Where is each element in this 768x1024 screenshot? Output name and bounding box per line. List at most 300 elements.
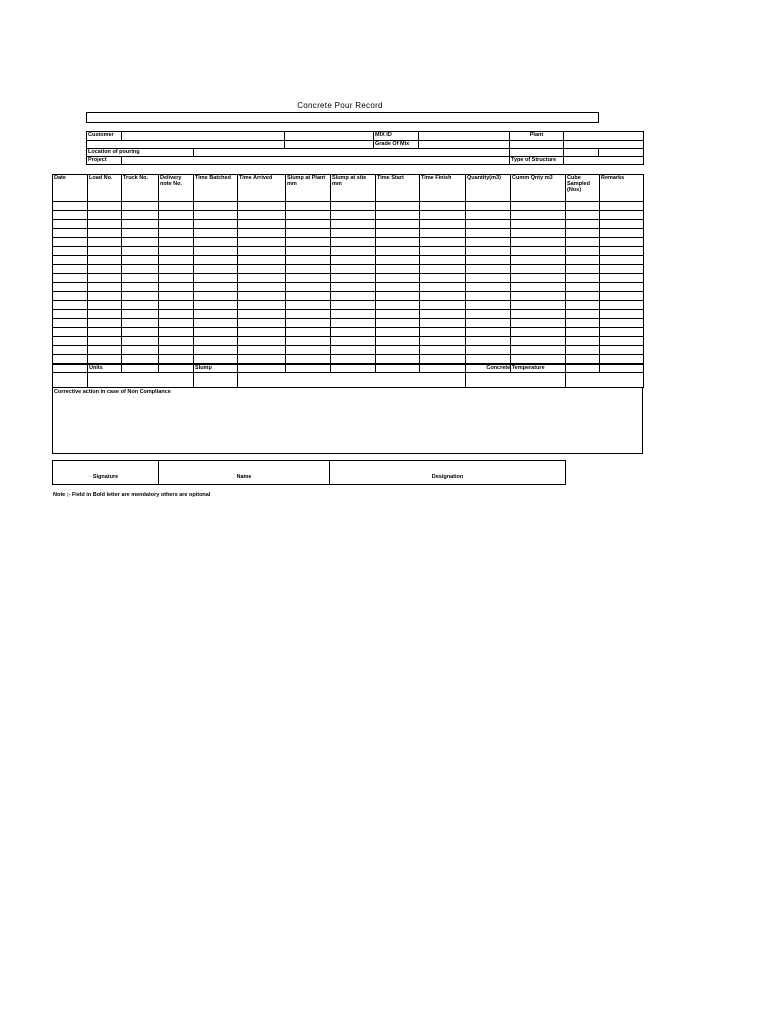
table-cell[interactable] (600, 283, 644, 292)
table-cell[interactable] (600, 256, 644, 265)
table-cell[interactable] (331, 337, 376, 346)
table-cell[interactable] (566, 247, 600, 256)
table-cell[interactable] (159, 319, 194, 328)
table-cell[interactable] (600, 247, 644, 256)
table-cell[interactable] (331, 346, 376, 355)
header-time-arrived: Time Arrived (238, 175, 286, 202)
table-cell[interactable] (238, 274, 286, 283)
table-cell[interactable] (88, 265, 122, 274)
table-row (53, 310, 644, 319)
table-cell[interactable] (159, 310, 194, 319)
table-cell[interactable] (376, 310, 420, 319)
table-cell[interactable] (238, 301, 286, 310)
summary-table (52, 364, 644, 388)
table-cell[interactable] (466, 319, 511, 328)
table-cell[interactable] (238, 283, 286, 292)
table-cell[interactable] (159, 202, 194, 211)
table-cell[interactable] (600, 346, 644, 355)
table-cell[interactable] (286, 337, 331, 346)
table-cell[interactable] (286, 202, 331, 211)
table-cell[interactable] (238, 319, 286, 328)
table-cell[interactable] (511, 256, 566, 265)
table-cell[interactable] (511, 292, 566, 301)
page-title: Concrete Pour Record (297, 101, 383, 110)
table-cell[interactable] (420, 202, 466, 211)
table-cell[interactable] (420, 211, 466, 220)
table-cell[interactable] (88, 238, 122, 247)
table-cell[interactable] (53, 319, 88, 328)
table-cell[interactable] (122, 346, 159, 355)
table-cell[interactable] (53, 202, 88, 211)
table-row (53, 220, 644, 229)
table-cell[interactable] (159, 238, 194, 247)
table-cell[interactable] (286, 256, 331, 265)
table-cell[interactable] (566, 229, 600, 238)
table-cell[interactable] (53, 220, 88, 229)
table-cell[interactable] (566, 274, 600, 283)
table-cell[interactable] (566, 319, 600, 328)
table-cell[interactable] (159, 220, 194, 229)
table-cell[interactable] (194, 220, 238, 229)
table-cell[interactable] (88, 328, 122, 337)
table-cell[interactable] (566, 211, 600, 220)
table-row (53, 211, 644, 220)
header-slump-site: Slump at site mm (331, 175, 376, 202)
table-cell[interactable] (466, 355, 511, 364)
grade-label: Grade Of Mix (374, 141, 419, 149)
table-row (53, 292, 644, 301)
table-cell[interactable] (286, 220, 331, 229)
table-cell[interactable] (194, 292, 238, 301)
customer-field[interactable] (122, 132, 285, 141)
table-cell[interactable] (420, 355, 466, 364)
mix-id-field[interactable] (419, 132, 510, 141)
table-cell[interactable] (159, 301, 194, 310)
table-cell[interactable] (122, 220, 159, 229)
table-cell[interactable] (88, 310, 122, 319)
table-cell[interactable] (376, 220, 420, 229)
table-cell[interactable] (286, 283, 331, 292)
table-cell[interactable] (53, 283, 88, 292)
table-cell[interactable] (420, 328, 466, 337)
table-cell[interactable] (566, 283, 600, 292)
table-cell[interactable] (159, 274, 194, 283)
table-cell[interactable] (122, 283, 159, 292)
table-cell[interactable] (194, 202, 238, 211)
table-cell[interactable] (420, 319, 466, 328)
corrective-action-box[interactable] (52, 387, 643, 454)
table-cell[interactable] (511, 211, 566, 220)
table-cell[interactable] (53, 337, 88, 346)
table-cell[interactable] (566, 265, 600, 274)
table-cell[interactable] (376, 355, 420, 364)
table-row (53, 283, 644, 292)
table-cell[interactable] (194, 229, 238, 238)
table-cell[interactable] (376, 283, 420, 292)
table-cell[interactable] (466, 283, 511, 292)
table-cell[interactable] (88, 301, 122, 310)
table-cell[interactable] (566, 310, 600, 319)
table-cell[interactable] (511, 346, 566, 355)
table-cell[interactable] (466, 301, 511, 310)
table-cell[interactable] (511, 238, 566, 247)
table-cell[interactable] (194, 256, 238, 265)
table-cell[interactable] (420, 256, 466, 265)
table-cell[interactable] (159, 265, 194, 274)
table-cell[interactable] (194, 310, 238, 319)
table-cell[interactable] (376, 211, 420, 220)
table-cell[interactable] (88, 346, 122, 355)
table-cell[interactable] (159, 211, 194, 220)
table-cell[interactable] (194, 238, 238, 247)
table-cell[interactable] (122, 301, 159, 310)
table-cell[interactable] (600, 301, 644, 310)
table-cell[interactable] (376, 346, 420, 355)
table-cell[interactable] (122, 319, 159, 328)
table-cell[interactable] (331, 328, 376, 337)
table-cell[interactable] (88, 247, 122, 256)
plant-label: Plant (510, 132, 564, 141)
table-cell[interactable] (286, 274, 331, 283)
table-cell[interactable] (194, 265, 238, 274)
table-cell[interactable] (286, 292, 331, 301)
table-cell[interactable] (286, 247, 331, 256)
info-table (86, 131, 644, 165)
table-cell[interactable] (566, 346, 600, 355)
table-cell[interactable] (194, 319, 238, 328)
table-cell[interactable] (420, 346, 466, 355)
table-cell[interactable] (566, 337, 600, 346)
table-cell[interactable] (88, 355, 122, 364)
table-cell[interactable] (88, 337, 122, 346)
table-cell[interactable] (600, 229, 644, 238)
table-cell[interactable] (466, 265, 511, 274)
project-field[interactable] (122, 157, 510, 165)
table-cell[interactable] (331, 274, 376, 283)
table-cell[interactable] (511, 337, 566, 346)
table-cell[interactable] (511, 310, 566, 319)
table-cell[interactable] (600, 355, 644, 364)
table-cell[interactable] (376, 202, 420, 211)
table-cell[interactable] (331, 229, 376, 238)
table-cell[interactable] (194, 346, 238, 355)
blank-cell[interactable] (564, 149, 599, 157)
table-cell[interactable] (88, 211, 122, 220)
table-cell[interactable] (420, 229, 466, 238)
blank-cell[interactable] (285, 141, 374, 149)
table-cell[interactable] (53, 238, 88, 247)
table-cell[interactable] (122, 310, 159, 319)
table-cell[interactable] (53, 247, 88, 256)
table-row (53, 346, 644, 355)
table-cell[interactable] (238, 328, 286, 337)
header-cube-sampled: Cube Sampled (Nos) (566, 175, 600, 202)
table-cell[interactable] (600, 211, 644, 220)
table-cell[interactable] (466, 337, 511, 346)
table-cell[interactable] (53, 265, 88, 274)
table-cell[interactable] (88, 256, 122, 265)
table-cell[interactable] (122, 337, 159, 346)
table-cell[interactable] (420, 301, 466, 310)
name-label[interactable]: Name (159, 461, 330, 485)
table-cell[interactable] (238, 292, 286, 301)
table-cell[interactable] (566, 328, 600, 337)
table-cell[interactable] (331, 265, 376, 274)
table-cell[interactable] (88, 283, 122, 292)
table-cell[interactable] (286, 310, 331, 319)
table-cell[interactable] (420, 238, 466, 247)
table-cell[interactable] (238, 238, 286, 247)
table-cell[interactable] (466, 202, 511, 211)
table-cell[interactable] (566, 220, 600, 229)
table-cell[interactable] (53, 346, 88, 355)
table-cell[interactable] (566, 292, 600, 301)
table-cell[interactable] (466, 328, 511, 337)
table-cell[interactable] (420, 220, 466, 229)
table-cell[interactable] (331, 310, 376, 319)
table-cell[interactable] (88, 292, 122, 301)
table-cell[interactable] (466, 310, 511, 319)
table-cell[interactable] (420, 265, 466, 274)
table-cell[interactable] (53, 328, 88, 337)
table-cell[interactable] (53, 256, 88, 265)
table-cell[interactable] (466, 229, 511, 238)
table-cell[interactable] (122, 256, 159, 265)
table-cell[interactable] (88, 229, 122, 238)
table-cell[interactable] (122, 211, 159, 220)
table-cell[interactable] (566, 355, 600, 364)
table-cell[interactable] (122, 247, 159, 256)
units-label: Units (88, 365, 194, 388)
table-cell[interactable] (466, 256, 511, 265)
table-cell[interactable] (238, 229, 286, 238)
table-cell[interactable] (376, 328, 420, 337)
table-cell[interactable] (600, 238, 644, 247)
table-cell[interactable] (466, 238, 511, 247)
table-cell[interactable] (53, 355, 88, 364)
table-cell[interactable] (420, 283, 466, 292)
table-cell[interactable] (122, 292, 159, 301)
table-cell[interactable] (511, 229, 566, 238)
table-cell[interactable] (600, 265, 644, 274)
table-cell[interactable] (376, 247, 420, 256)
table-cell[interactable] (159, 346, 194, 355)
table-cell[interactable] (122, 274, 159, 283)
table-cell[interactable] (511, 247, 566, 256)
table-cell[interactable] (286, 265, 331, 274)
table-cell[interactable] (286, 319, 331, 328)
table-cell[interactable] (286, 211, 331, 220)
table-cell[interactable] (194, 355, 238, 364)
table-cell[interactable] (420, 310, 466, 319)
table-cell[interactable] (122, 265, 159, 274)
table-cell[interactable] (238, 256, 286, 265)
table-cell[interactable] (88, 202, 122, 211)
table-cell[interactable] (88, 319, 122, 328)
log-table (52, 174, 644, 373)
table-cell[interactable] (376, 301, 420, 310)
table-cell[interactable] (122, 238, 159, 247)
table-cell[interactable] (122, 229, 159, 238)
table-cell[interactable] (53, 229, 88, 238)
table-cell[interactable] (331, 301, 376, 310)
table-cell[interactable] (53, 301, 88, 310)
table-cell[interactable] (159, 355, 194, 364)
table-cell[interactable] (159, 247, 194, 256)
table-cell[interactable] (286, 328, 331, 337)
table-cell[interactable] (53, 310, 88, 319)
header-delivery-note: Delivery note No. (159, 175, 194, 202)
customer-label: Customer (87, 132, 122, 141)
blank-cell[interactable] (599, 149, 644, 157)
table-cell[interactable] (286, 238, 331, 247)
table-cell[interactable] (122, 355, 159, 364)
table-cell[interactable] (511, 355, 566, 364)
plant-field[interactable] (564, 132, 644, 141)
table-cell[interactable] (238, 247, 286, 256)
mix-id-label: MIX ID (374, 132, 419, 141)
blank-cell (564, 141, 644, 149)
table-cell[interactable] (238, 337, 286, 346)
table-cell[interactable] (159, 292, 194, 301)
table-cell[interactable] (331, 211, 376, 220)
table-cell[interactable] (238, 220, 286, 229)
concrete-temperature-field[interactable] (566, 365, 644, 388)
table-cell[interactable] (376, 337, 420, 346)
table-cell[interactable] (159, 328, 194, 337)
table-cell[interactable] (53, 292, 88, 301)
table-cell[interactable] (331, 238, 376, 247)
table-cell[interactable] (286, 346, 331, 355)
table-cell[interactable] (420, 292, 466, 301)
table-cell[interactable] (566, 256, 600, 265)
table-cell[interactable] (420, 247, 466, 256)
table-cell[interactable] (600, 319, 644, 328)
table-cell[interactable] (466, 220, 511, 229)
table-cell[interactable] (88, 220, 122, 229)
table-cell[interactable] (286, 355, 331, 364)
table-cell[interactable] (376, 265, 420, 274)
table-cell[interactable] (331, 319, 376, 328)
table-cell[interactable] (600, 202, 644, 211)
table-cell[interactable] (159, 283, 194, 292)
table-cell[interactable] (600, 292, 644, 301)
table-cell[interactable] (53, 274, 88, 283)
slump-label: Slump (194, 365, 238, 388)
table-cell[interactable] (194, 337, 238, 346)
table-row (53, 328, 644, 337)
table-cell[interactable] (376, 229, 420, 238)
table-cell[interactable] (194, 247, 238, 256)
table-cell[interactable] (466, 247, 511, 256)
table-cell[interactable] (566, 301, 600, 310)
table-cell[interactable] (420, 274, 466, 283)
table-cell[interactable] (159, 229, 194, 238)
table-cell[interactable] (331, 202, 376, 211)
table-cell[interactable] (511, 202, 566, 211)
signature-label[interactable]: Signature (53, 461, 159, 485)
table-cell[interactable] (53, 211, 88, 220)
structure-field[interactable] (564, 157, 644, 165)
table-cell[interactable] (466, 274, 511, 283)
table-cell[interactable] (238, 355, 286, 364)
table-cell[interactable] (376, 292, 420, 301)
table-cell[interactable] (376, 238, 420, 247)
table-row (53, 274, 644, 283)
table-cell[interactable] (466, 292, 511, 301)
table-cell[interactable] (376, 256, 420, 265)
table-cell[interactable] (194, 211, 238, 220)
table-cell[interactable] (194, 283, 238, 292)
location-field[interactable] (194, 149, 510, 157)
table-cell[interactable] (238, 202, 286, 211)
table-cell[interactable] (600, 328, 644, 337)
table-cell[interactable] (286, 229, 331, 238)
table-cell[interactable] (600, 274, 644, 283)
table-cell[interactable] (331, 283, 376, 292)
table-cell[interactable] (331, 355, 376, 364)
table-row (53, 355, 644, 364)
table-cell[interactable] (511, 265, 566, 274)
table-cell[interactable] (466, 211, 511, 220)
table-cell[interactable] (566, 202, 600, 211)
table-cell[interactable] (331, 220, 376, 229)
table-cell[interactable] (600, 220, 644, 229)
table-cell[interactable] (159, 256, 194, 265)
header-cumm-qnty: Cumm Qnty m3 (511, 175, 566, 202)
table-cell[interactable] (331, 247, 376, 256)
table-cell[interactable] (376, 319, 420, 328)
table-cell[interactable] (331, 292, 376, 301)
table-row (53, 337, 644, 346)
table-cell[interactable] (511, 328, 566, 337)
table-cell[interactable] (331, 256, 376, 265)
table-cell[interactable] (159, 337, 194, 346)
table-cell[interactable] (600, 337, 644, 346)
table-cell[interactable] (376, 274, 420, 283)
customer-extra-field[interactable] (285, 132, 374, 141)
table-cell[interactable] (238, 211, 286, 220)
designation-label[interactable]: Designation (330, 461, 566, 485)
table-cell[interactable] (511, 274, 566, 283)
table-cell[interactable] (122, 328, 159, 337)
blank-cell (510, 149, 564, 157)
header-time-finish: Time Finish (420, 175, 466, 202)
table-cell[interactable] (566, 238, 600, 247)
table-cell[interactable] (286, 301, 331, 310)
table-cell[interactable] (88, 274, 122, 283)
table-cell[interactable] (600, 310, 644, 319)
table-cell[interactable] (420, 337, 466, 346)
title-bar-field[interactable] (86, 112, 599, 123)
table-cell[interactable] (511, 301, 566, 310)
table-cell[interactable] (238, 265, 286, 274)
table-cell[interactable] (194, 301, 238, 310)
table-cell[interactable] (511, 319, 566, 328)
table-cell[interactable] (511, 220, 566, 229)
header-quantity: Quantity(m3) (466, 175, 511, 202)
slump-field[interactable] (238, 365, 466, 388)
table-cell[interactable] (122, 202, 159, 211)
grade-field[interactable] (419, 141, 510, 149)
header-time-batched: Time Batched (194, 175, 238, 202)
table-cell[interactable] (194, 274, 238, 283)
table-cell[interactable] (238, 310, 286, 319)
table-cell[interactable] (238, 346, 286, 355)
table-cell[interactable] (466, 346, 511, 355)
table-cell[interactable] (194, 328, 238, 337)
table-cell[interactable] (511, 283, 566, 292)
